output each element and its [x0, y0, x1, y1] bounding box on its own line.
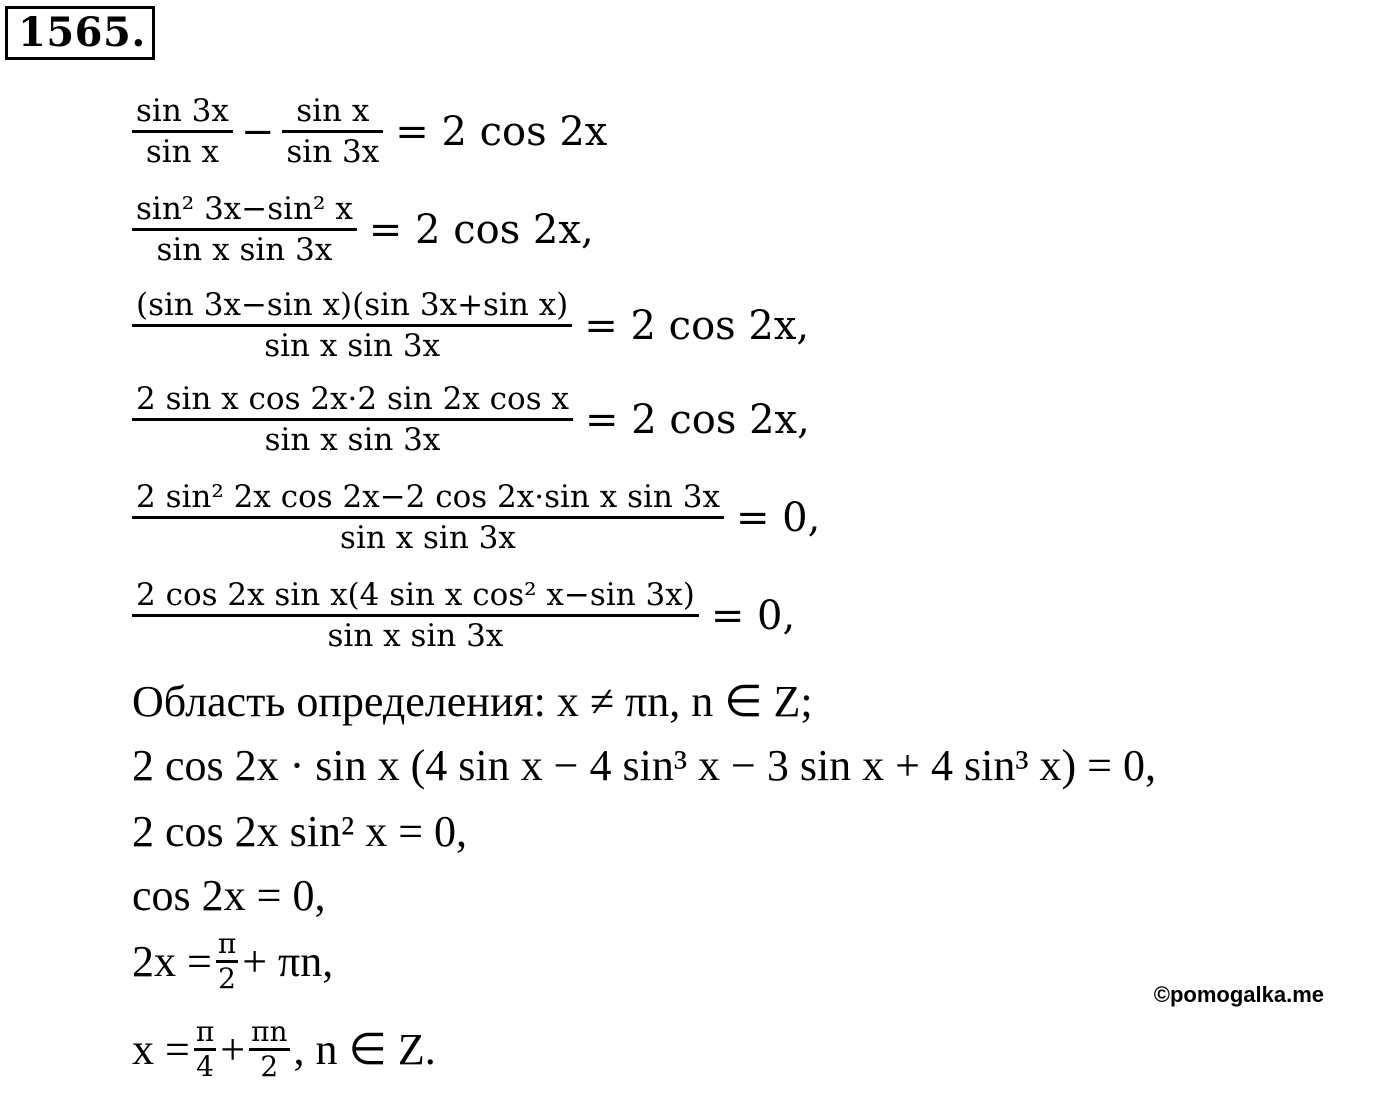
equation-line-4: [132, 380, 810, 459]
fraction-numerator: πn: [251, 1015, 288, 1048]
equation-rhs: = 2 cos 2x,: [368, 206, 594, 253]
fraction-denominator: sin 3x: [286, 134, 380, 170]
equation-rhs: = 2 cos 2x,: [584, 396, 810, 443]
fraction: [132, 380, 573, 459]
step-2x-rhs: + πn,: [242, 936, 334, 986]
fraction-denominator: 2: [218, 962, 236, 995]
equation-rhs: = 2 cos 2x,: [584, 302, 810, 349]
equation-line-3: [132, 286, 809, 365]
fraction-numerator: π: [217, 927, 237, 960]
step-expand-line: [132, 740, 1156, 792]
step-expand-text: 2 cos 2x · sin x (4 sin x − 4 sin³ x − 3 sin x + 4 sin³ x) = 0,: [132, 741, 1156, 790]
fraction-numerator: sin 3x: [136, 93, 229, 129]
equation-line-1: [132, 92, 607, 171]
equation-line-5: [132, 478, 820, 557]
step-2x-line: [132, 928, 333, 995]
equation-line-6: [132, 576, 795, 655]
fraction-denominator: sin x sin 3x: [264, 422, 441, 458]
domain-line: [132, 676, 813, 728]
fraction-denominator: 4: [196, 1050, 214, 1083]
step-x-rhs: , n ∈ Z.: [293, 1024, 436, 1074]
problem-number-badge: 1565.: [5, 6, 155, 60]
fraction-denominator: sin x: [145, 134, 219, 170]
step-cos-text: cos 2x = 0,: [132, 871, 326, 920]
fraction: [132, 576, 699, 655]
equation-rhs: = 2 cos 2x: [395, 108, 608, 155]
step-x-lhs: x =: [132, 1024, 190, 1074]
step-2x-lhs: 2x =: [132, 936, 212, 986]
fraction-numerator: 2 cos 2x sin x(4 sin x cos² x−sin 3x): [136, 577, 695, 613]
copyright-watermark: ©pomogalka.me: [1153, 982, 1324, 1007]
fraction-pi-over-2: [216, 928, 238, 995]
fraction-numerator: 2 sin x cos 2x·2 sin 2x cos x: [136, 381, 569, 417]
fraction-pin-over-2: [249, 1016, 289, 1083]
fraction: [132, 286, 572, 365]
fraction-numerator: sin² 3x−sin² x: [136, 191, 353, 227]
minus-sign: −: [240, 108, 275, 155]
fraction-sin3x-over-sinx: [132, 92, 233, 171]
step-cos-line: [132, 870, 325, 922]
fraction: [132, 478, 724, 557]
fraction-numerator: sin x: [296, 93, 370, 129]
domain-text: Область определения: x ≠ πn, n ∈ Z;: [132, 677, 813, 726]
plus-sign: +: [220, 1024, 246, 1074]
fraction-numerator: π: [195, 1015, 215, 1048]
fraction-pi-over-4: [194, 1016, 216, 1083]
fraction-denominator: sin x sin 3x: [264, 328, 441, 364]
fraction-numerator: 2 sin² 2x cos 2x−2 cos 2x·sin x sin 3x: [136, 479, 720, 515]
fraction: [132, 190, 357, 269]
fraction-sinx-over-sin3x: [282, 92, 383, 171]
step-simplify-text: 2 cos 2x sin² x = 0,: [132, 807, 468, 856]
fraction-denominator: sin x sin 3x: [156, 232, 333, 268]
fraction-denominator: sin x sin 3x: [327, 618, 504, 654]
equation-line-2: [132, 190, 594, 269]
equation-rhs: = 0,: [735, 494, 821, 541]
step-simplify-line: [132, 806, 467, 858]
fraction-numerator: (sin 3x−sin x)(sin 3x+sin x): [136, 287, 569, 323]
fraction-denominator: 2: [260, 1050, 279, 1083]
equation-rhs: = 0,: [710, 592, 796, 639]
fraction-denominator: sin x sin 3x: [340, 520, 516, 556]
step-x-line: [132, 1016, 436, 1083]
